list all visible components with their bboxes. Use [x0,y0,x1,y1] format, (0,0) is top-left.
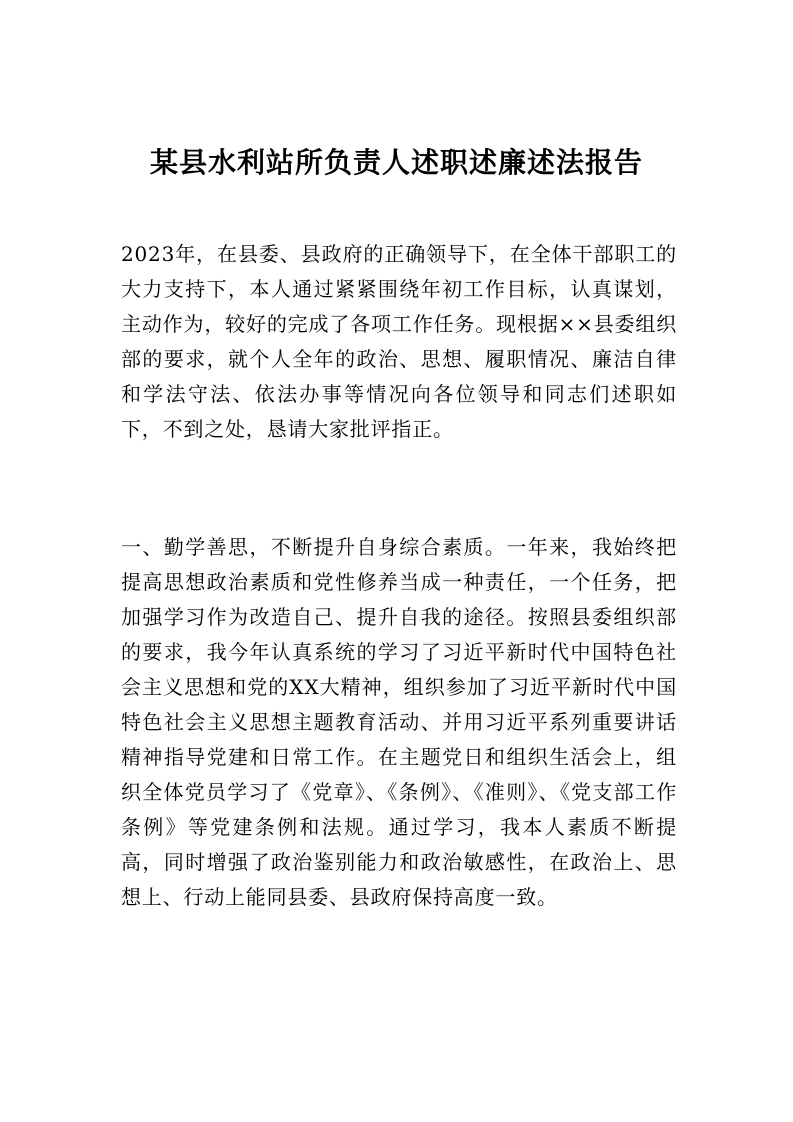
section-one-paragraph: 一、勤学善思，不断提升自身综合素质。一年来，我始终把提高思想政治素质和党性修养当成一种责任，一个任务，把加强学习作为改造自己、提升自我的途径。按照县委组织部的要求，我今年认真系统的学习了习近平新时代中国特色社会主义思想和党的XX大精神，组织参加了习近平新时代中国特色社会主义思想主题教育活动、并用习近平系列重要讲话精神指导党建和日常工作。在主题党日和组织生活会上，组织全体党员学习了《党章》、《条例》、《准则》、《党支部工作条例》等党建条例和法规。通过学习，我本人素质不断提高，同时增强了政治鉴别能力和政治敏感性，在政治上、思想上、行动上能同县委、县政府保持高度一致。 [121,535,677,909]
document-title: 某县水利站所负责人述职述廉述法报告 [149,145,643,179]
intro-paragraph: 2023年，在县委、县政府的正确领导下，在全体干部职工的大力支持下，本人通过紧紧围绕年初工作目标，认真谋划，主动作为，较好的完成了各项工作任务。现根据××县委组织部的要求，就个人全年的政治、思想、履职情况、廉洁自律和学法守法、依法办事等情况向各位领导和同志们述职如下，不到之处，恳请大家批评指正。 [121,242,677,441]
